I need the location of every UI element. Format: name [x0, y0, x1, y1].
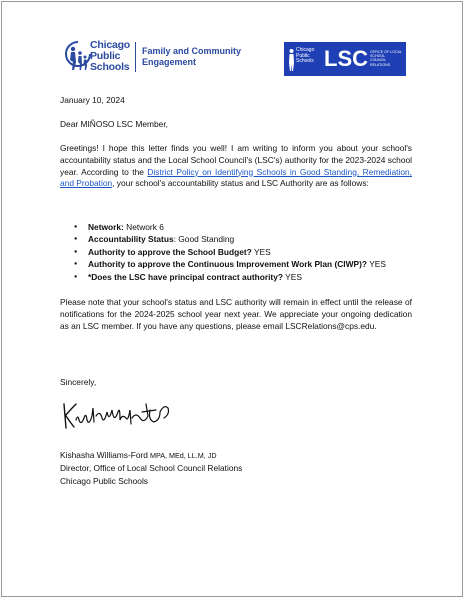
- signer-name: Kishasha Williams-Ford: [60, 450, 148, 460]
- cps-wordmark-line: Chicago: [90, 39, 131, 51]
- cps-figures-icon: [64, 40, 92, 76]
- status-item-value: : Good Standing: [173, 234, 235, 245]
- handwritten-signature: [60, 398, 190, 432]
- status-item-label: Authority to approve the Continuous Improvement Work Plan (CIWP)?: [88, 259, 368, 270]
- signer-name-line: [60, 449, 242, 462]
- status-item-accountability: [74, 233, 414, 245]
- status-item-label: Authority to approve the School Budget?: [88, 246, 252, 257]
- department-name-line: Family and Community: [142, 46, 242, 56]
- status-item-label: *Does the LSC have principal contract authority?: [88, 271, 283, 282]
- lsc-seal-line: Schools: [296, 58, 314, 64]
- status-item-label: Network:: [88, 222, 124, 232]
- lsc-logo: [284, 42, 406, 76]
- lsc-office-line: OFFICE OF LOCAL SCHOOL: [370, 50, 402, 59]
- lsc-seal-icon: [287, 46, 296, 72]
- lsc-seal-line: Public: [296, 52, 310, 59]
- intro-paragraph: [60, 143, 412, 190]
- department-name-line: Engagement: [142, 57, 197, 67]
- letter-date: January 10, 2024: [60, 95, 125, 105]
- status-list: [74, 221, 414, 283]
- signer-organization: Chicago Public Schools: [60, 475, 148, 486]
- signature-block: [60, 449, 242, 487]
- cps-wordmark: [90, 40, 130, 73]
- intro-text: Greetings! I hope this letter finds you well! I am writing to inform you about your school's accountability status and the Local School Council's (LSC's) authority for the 2023-2024 school year. According to the: [60, 143, 412, 177]
- cps-wordmark-line: Public: [90, 50, 121, 62]
- district-policy-link[interactable]: District Policy on Identifying Schools in Good Standing, Remediation, and Probation: [60, 166, 412, 189]
- status-item-value: YES: [367, 259, 386, 270]
- letter-page: [1, 1, 463, 597]
- status-item-principal-contract: [74, 271, 414, 283]
- salutation: Dear MIÑOSO LSC Member,: [60, 119, 168, 129]
- header-divider: [135, 42, 136, 72]
- lsc-office-name: [370, 50, 404, 67]
- closing-paragraph: Please note that your school's status and LSC authority will remain in effect until the release of notifications for the 2024-2025 school year next year. We appreciate your ongoing dedication as an LSC member. If you have any questions, please email LSCRelations@cps.edu.: [60, 297, 412, 331]
- intro-text-end: , your school's accountability status and LSC Authority are as follows:: [112, 178, 369, 189]
- lsc-letters: LSC: [324, 46, 368, 71]
- status-item-budget: [74, 246, 414, 258]
- cps-wordmark-line: Schools: [90, 61, 130, 73]
- cps-logo: [64, 38, 131, 78]
- status-item-ciwp: [74, 258, 414, 270]
- signer-credentials: MPA, MEd, LL.M, JD: [147, 451, 217, 460]
- status-item-value: YES: [283, 271, 302, 282]
- status-item-value: Network 6: [123, 222, 164, 232]
- status-item-label: Accountability Status: [88, 234, 174, 245]
- lsc-seal-line: Chicago: [296, 47, 315, 53]
- lsc-seal-text: [296, 48, 314, 65]
- sign-off: Sincerely,: [60, 377, 97, 387]
- status-item-network: [74, 221, 414, 233]
- signer-title: Director, Office of Local School Council Relations: [60, 463, 243, 474]
- department-name: [142, 46, 241, 68]
- lsc-office-line: COUNCIL RELATIONS: [370, 58, 391, 67]
- status-item-value: YES: [251, 246, 271, 257]
- letterhead: [2, 2, 462, 92]
